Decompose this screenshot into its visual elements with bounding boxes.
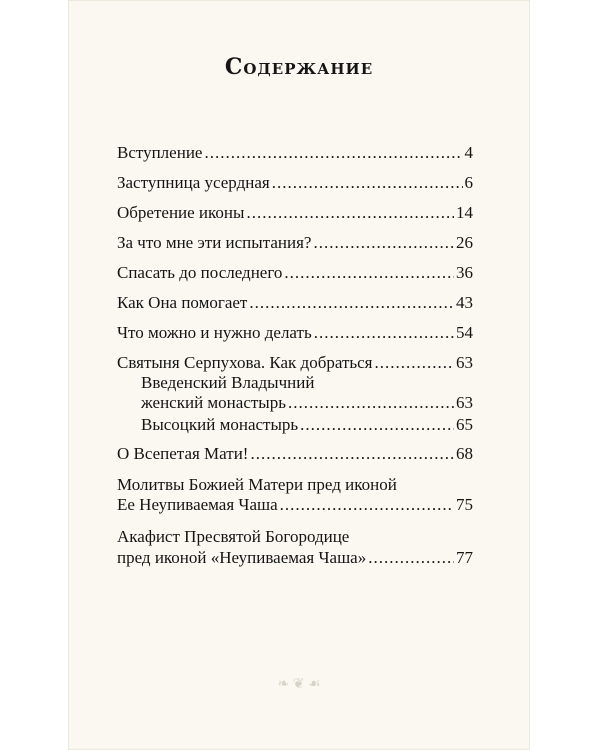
toc-leader-dots [314, 323, 454, 343]
toc-entry-label: За что мне эти испытания? [117, 233, 312, 252]
toc-page-number: 14 [456, 203, 473, 222]
toc-entry-akathist[interactable] [117, 548, 473, 568]
toc-entry-prayers-line1[interactable]: Молитвы Божией Матери пред иконой [117, 475, 397, 494]
toc-entry-label: Вступление [117, 143, 203, 162]
toc-entry-trials[interactable] [117, 233, 473, 253]
toc-entry-save-to-last[interactable] [117, 263, 473, 283]
toc-leader-dots [204, 143, 462, 163]
toc-leader-dots [375, 353, 455, 373]
toc-entry-what-to-do[interactable] [117, 323, 473, 343]
toc-leader-dots [313, 233, 454, 253]
toc-entry-label: Высоцкий монастырь [141, 415, 299, 434]
toc-leader-dots [246, 203, 454, 223]
toc-leader-dots [284, 263, 454, 283]
toc-page-number: 77 [456, 548, 473, 567]
book-page [68, 0, 530, 750]
toc-page-number: 63 [456, 353, 473, 372]
toc-page-number: 26 [456, 233, 473, 252]
toc-page-number: 68 [456, 444, 473, 463]
toc-entry-label: Спасать до последнего [117, 263, 283, 282]
toc-entry-vvedensky-line1[interactable]: Введенский Владычний [141, 373, 315, 392]
toc-leader-dots [368, 548, 454, 568]
toc-page-number: 6 [464, 173, 473, 192]
ornament-icon: ❧ ❦ ☙ [277, 677, 321, 692]
toc-leader-dots [280, 495, 454, 515]
toc-entry-label: пред иконой «Неупиваемая Чаша» [117, 548, 367, 567]
toc-entry-label: Святыня Серпухова. Как добраться [117, 353, 373, 372]
toc-page-number: 65 [456, 415, 473, 434]
toc-entry-label: О Всепетая Мати! [117, 444, 249, 463]
toc-page-number: 54 [456, 323, 473, 342]
toc-entry-o-vsepetaya[interactable] [117, 444, 473, 464]
toc-leader-dots [272, 173, 463, 193]
toc-entry-akathist-line1[interactable]: Акафист Пресвятой Богородице [117, 527, 350, 546]
toc-entry-how-she-helps[interactable] [117, 293, 473, 313]
toc-entry-label: женский монастырь [141, 393, 286, 412]
page-title: Содержание [224, 54, 374, 80]
toc-leader-dots [249, 293, 454, 313]
toc-page-number: 75 [456, 495, 473, 514]
toc-leader-dots [250, 444, 454, 464]
toc-entry-serpukhov-shrine[interactable] [117, 353, 473, 373]
toc-entry-label: Обретение иконы [117, 203, 245, 222]
toc-entry-label: Заступница усердная [117, 173, 270, 192]
toc-entry-prayers[interactable] [117, 495, 473, 515]
toc-entry-vysotsky[interactable] [141, 415, 473, 435]
toc-page-number: 36 [456, 263, 473, 282]
toc-leader-dots [288, 393, 454, 413]
toc-page-number: 63 [456, 393, 473, 412]
toc-page-number: 4 [464, 143, 473, 162]
toc-page-number: 43 [456, 293, 473, 312]
toc-entry-label: Что можно и нужно делать [117, 323, 312, 342]
toc-entry-intercessor[interactable] [117, 173, 473, 193]
toc-entry-label: Ее Неупиваемая Чаша [117, 495, 278, 514]
toc-entry-vvedensky[interactable] [141, 393, 473, 413]
toc-entry-label: Как Она помогает [117, 293, 248, 312]
toc-leader-dots [300, 415, 454, 435]
toc-entry-introduction[interactable] [117, 143, 473, 163]
toc-entry-finding-icon[interactable] [117, 203, 473, 223]
